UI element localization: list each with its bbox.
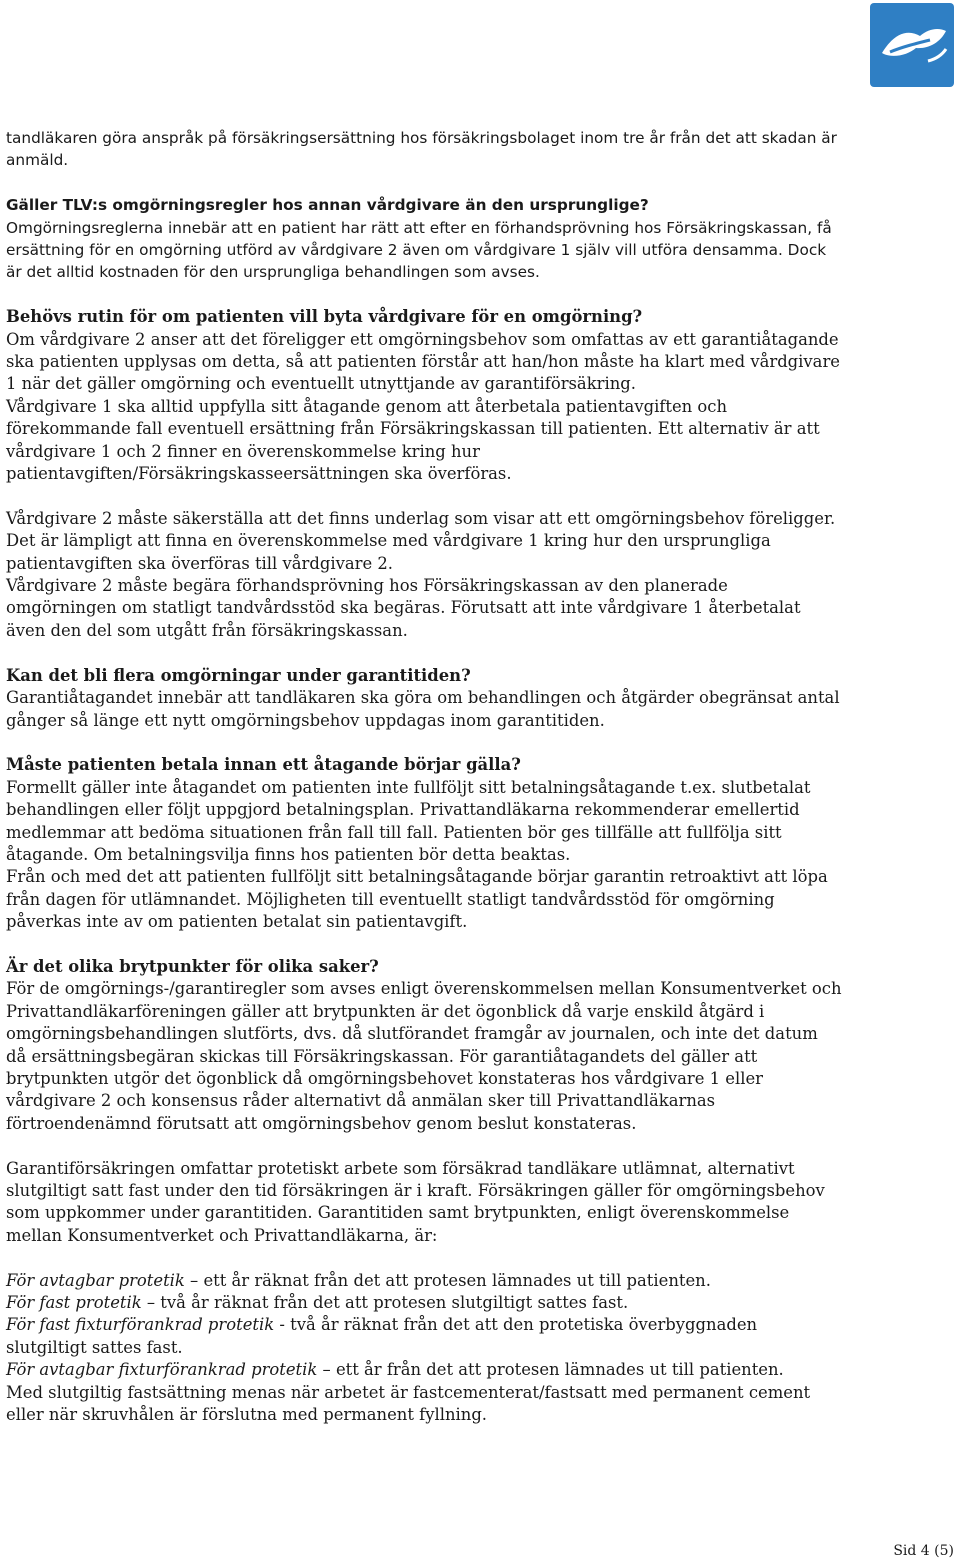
list-item-term: För avtagbar fixturförankrad protetik bbox=[6, 1360, 318, 1380]
paragraph-guarantee-unlimited: Garantiåtagandet innebär att tandläkaren ska göra om behandlingen och åtgärder obegränsat antal gånger så länge ett nytt omgörningsbehov uppdagas inom garantitiden. bbox=[6, 688, 840, 730]
paragraph-insurance-claim: tandläkaren göra anspråk på försäkringsersättning hos försäkringsbolaget inom tre år från det att skadan är anmäld. bbox=[6, 129, 837, 170]
paragraph-final-fixation: Med slutgiltig fastsättning menas när arbetet är fastcementerat/fastsatt med permanent cement eller när skruvhålen är förslutna med permanent fyllning. bbox=[6, 1382, 811, 1425]
list-item bbox=[6, 1314, 842, 1359]
lips-logo-icon bbox=[870, 3, 954, 87]
paragraph-provider-1-obligation: Vårdgivare 1 ska alltid uppfylla sitt åtagande genom att återbetala patientavgiften och förekommande fall eventuell ersättning från Försäkringskassan till patienten. Ett alternativ är att vårdgivare 1 och 2 finner en överenskommelse kring hur patientavgiften/Försäkringskasseersättningen ska överföras. bbox=[6, 396, 820, 484]
paragraph-provider-2-prior-review: Vårdgivare 2 måste begära förhandsprövning hos Försäkringskassan av den planerade omgörningen om statligt tandvårdsstöd ska begäras. Förutsatt att inte vårdgivare 1 återbetalat även den del som utgått från försäkringskassan. bbox=[6, 576, 801, 640]
paragraph-breakpoint-definition: För de omgörnings-/garantiregler som avses enligt överenskommelsen mellan Konsumentverket och Privattandläkarföreningen gäller att brytpunkten är det ögonblick då varje enskild åtgärd i omgörningsbehandlingen slutförts, dvs. då slutförandet framgår av journalen, och inte det datum då ersättningsbegäran skickas till Försäkringskassan. För garantiåtagandets del gäller att brytpunkten utgör det ögonblick då omgörningsbehovet konstateras hos vårdgivare 1 eller vårdgivare 2 och konsensus råder alternativt då anmälan sker till Privattandläkarnas förtroendenämnd förutsatt att omgörningsbehov genom beslut konstateras. bbox=[6, 979, 842, 1133]
document-body bbox=[6, 127, 842, 1426]
list-item bbox=[6, 1270, 842, 1292]
heading-breakpoints: Är det olika brytpunkter för olika saker? bbox=[6, 956, 379, 976]
list-item-term: För avtagbar protetik bbox=[6, 1270, 185, 1290]
heading-routine-change-provider: Behövs rutin för om patienten vill byta vårdgivare för en omgörning? bbox=[6, 307, 643, 327]
list-item bbox=[6, 1359, 842, 1381]
paragraph-payment-formal: Formellt gäller inte åtagandet om patienten inte fullföljt sitt betalningsåtagande t.ex. slutbetalat behandlingen eller följt uppgjord betalningsplan. Privattandläkarna rekommenderar emellertid medlemmar att bedöma situationen från fall till fall. Patienten bör ges tillfälle att fullfölja sitt åtagande. Om betalningsvilja finns hos patienten bör detta beaktas. bbox=[6, 777, 811, 864]
heading-tlv-rules: Gäller TLV:s omgörningsregler hos annan vårdgivare än den ursprunglige? bbox=[6, 196, 649, 215]
heading-multiple-redos: Kan det bli flera omgörningar under garantitiden? bbox=[6, 665, 471, 685]
list-item-term: För fast fixturförankrad protetik bbox=[6, 1315, 275, 1335]
list-item-text: – ett år räknat från det att protesen lämnades ut till patienten. bbox=[184, 1270, 711, 1290]
heading-payment-before-commitment: Måste patienten betala innan ett åtagande börjar gälla? bbox=[6, 755, 521, 775]
page-number: Sid 4 (5) bbox=[893, 1543, 954, 1559]
paragraph-guarantee-insurance: Garantiförsäkringen omfattar protetiskt arbete som försäkrad tandläkare utlämnat, alternativt slutgiltigt satt fast under den tid försäkringen är i kraft. Försäkringen gäller för omgörningsbehov som uppkommer under garantitiden. Garantitiden samt brytpunkten, enligt överenskommelse mellan Konsumentverket och Privattandläkarna, är: bbox=[6, 1158, 825, 1245]
list-item-text: – två år räknat från det att protesen slutgiltigt sattes fast. bbox=[141, 1293, 629, 1312]
list-item-term: För fast protetik bbox=[6, 1293, 142, 1312]
list-item-text: - två år räknat från det att den protetiska överbyggnaden slutgiltigt sattes fast. bbox=[6, 1315, 758, 1357]
paragraph-provider-2-need: Om vårdgivare 2 anser att det föreligger ett omgörningsbehov som omfattas av ett garantiåtagande ska patienten upplysas om detta, så att patienten förstår att han/hon måste ha klart med vårdgivare 1 när det gäller omgörning och eventuellt utnyttjande av garantiförsäkring. bbox=[6, 329, 840, 394]
list-item-text: – ett år från det att protesen lämnades ut till patienten. bbox=[317, 1360, 784, 1380]
paragraph-redo-rules: Omgörningsreglerna innebär att en patient har rätt att efter en förhandsprövning hos Försäkringskassan, få ersättning för en omgörning utförd av vårdgivare 2 även om vårdgivare 1 själv vill utföra densamma. Dock är det alltid kostnaden för den ursprungliga behandlingen som avses. bbox=[6, 218, 832, 282]
list-item bbox=[6, 1292, 842, 1314]
paragraph-payment-retroactive: Från och med det att patienten fullföljt sitt betalningsåtagande börjar garantin retroaktivt att löpa från dagen för utlämnandet. Möjligheten till eventuellt statligt tandvårdsstöd för omgörning påverkas inte av om patienten betalat sin patientavgift. bbox=[6, 867, 828, 932]
paragraph-provider-2-documentation: Vårdgivare 2 måste säkerställa att det finns underlag som visar att ett omgörningsbehov föreligger. Det är lämpligt att finna en överenskommelse med vårdgivare 1 kring hur den ursprungliga patientavgiften ska överföras till vårdgivare 2. bbox=[6, 508, 836, 573]
